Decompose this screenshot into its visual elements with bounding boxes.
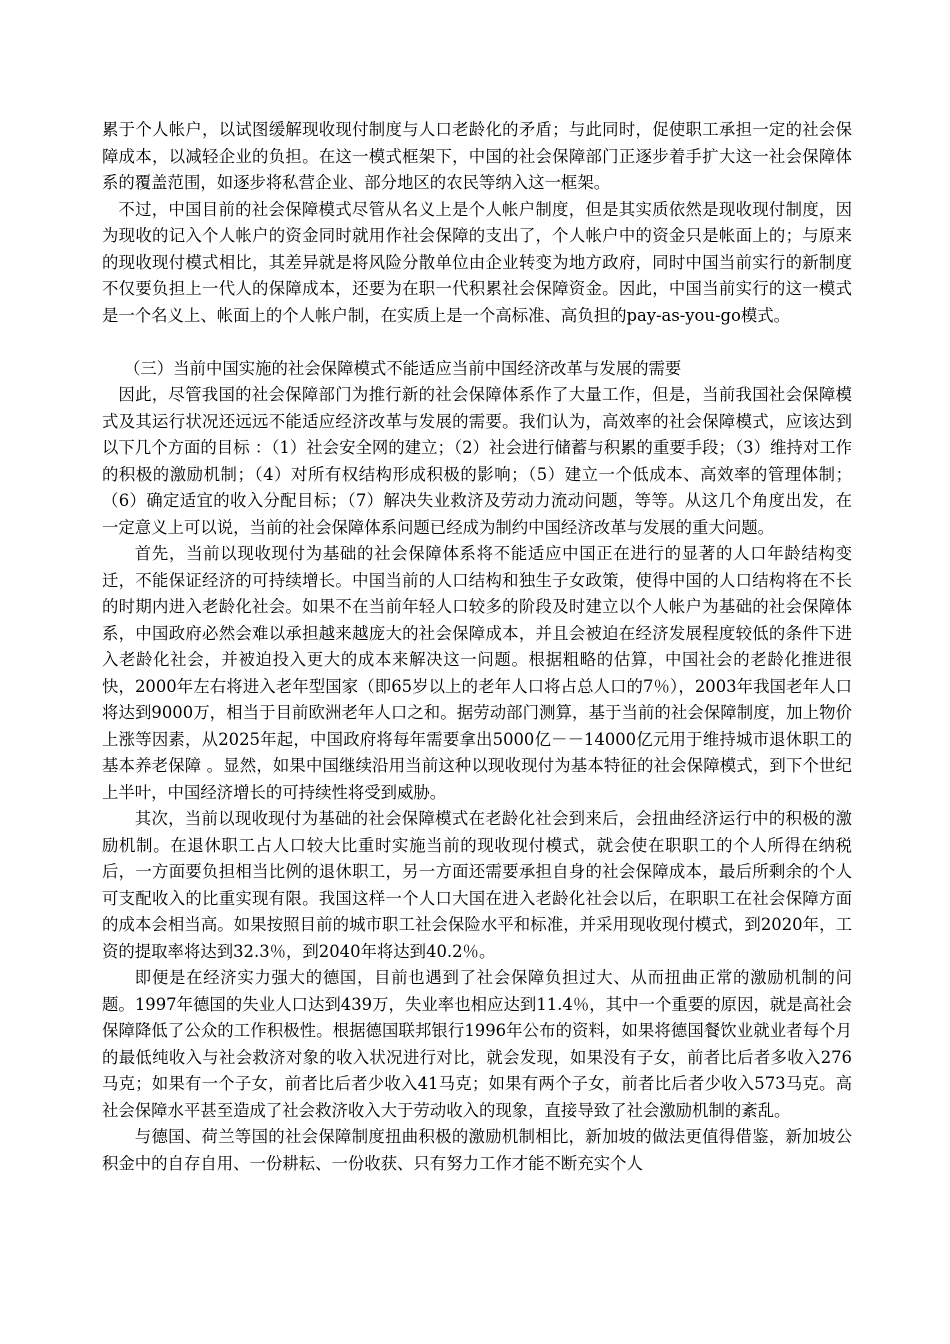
- blank-line: [102, 329, 852, 356]
- paragraph-second: 其次，当前以现收现付为基础的社会保障模式在老龄化社会到来后，会扭曲经济运行中的积极的激励机制。在退休职工占人口较大比重时实施当前的现收现付模式，就会使在职职工的个人所得在纳税后，一方面要负担相当比例的退休职工，另一方面还需要承担自身的社会保障成本，最后所剩余的个人可支配收入的比重实现有限。我国这样一个人口大国在进入老龄化社会以后，在职职工在社会保障方面的成本会相当高。如果按照目前的城市职工社会保险水平和标准，并采用现收现付模式，到2020年，工资的提取率将达到32.3％，到2040年将达到40.2％。: [102, 809, 852, 961]
- paragraph-germany: 即便是在经济实力强大的德国，目前也遇到了社会保障负担过大、从而扭曲正常的激励机制的问题。1997年德国的失业人口达到439万，失业率也相应达到11.4％，其中一个重要的原因，就是高社会保障降低了公众的工作积极性。根据德国联邦银行1996年公布的资料，如果将德国餐饮业就业者每个月的最低纯收入与社会救济对象的收入状况进行对比，就会发现，如果没有子女，前者比后者多收入276马克；如果有一个子女，前者比后者少收入41马克；如果有两个子女，前者比后者少收入573马克。高社会保障水平甚至造成了社会救济收入大于劳动收入的现象，直接导致了社会激励机制的紊乱。: [102, 968, 852, 1120]
- paragraph-nominal-account: 不过，中国目前的社会保障模式尽管从名义上是个人帐户制度，但是其实质依然是现收现付制度，因为现收的记入个人帐户的资金同时就用作社会保障的支出了，个人帐户中的资金只是帐面上的；与原来的现收现付模式相比，其差异就是将风险分散单位由企业转变为地方政府，同时中国当前实行的新制度不仅要负担上一代人的保障成本，还要为在职一代积累社会保障资金。因此，中国当前实行的这一模式是一个名义上、帐面上的个人帐户制，在实质上是一个高标准、高负担的pay-as-you-go模式。: [102, 199, 852, 325]
- paragraph-first: 首先，当前以现收现付为基础的社会保障体系将不能适应中国正在进行的显著的人口年龄结构变迁，不能保证经济的可持续增长。中国当前的人口结构和独生子女政策，使得中国的人口结构将在不长的时期内进入老龄化社会。如果不在当前年轻人口较多的阶段及时建立以个人帐户为基础的社会保障体系，中国政府必然会难以承担越来越庞大的社会保障成本，并且会被迫在经济发展程度较低的条件下进入老龄化社会，并被迫投入更大的成本来解决这一问题。根据粗略的估算，中国社会的老龄化推进很快，2000年左右将进入老年型国家（即65岁以上的老年人口将占总人口的7％），2003年我国老年人口将达到9000万，相当于目前欧洲老年人口之和。据劳动部门测算，基于当前的社会保障制度，加上物价上涨等因素，从2025年起，中国政府将每年需要拿出5000亿－－14000亿元用于维持城市退休职工的基本养老保障 。显然，如果中国继续沿用当前这种以现收现付为基本特征的社会保障模式，到下个世纪上半叶，中国经济增长的可持续性将受到威胁。: [102, 544, 852, 802]
- paragraph-continued: 累于个人帐户，以试图缓解现收现付制度与人口老龄化的矛盾；与此同时，促使职工承担一定的社会保障成本，以减轻企业的负担。在这一模式框架下，中国的社会保障部门正逐步着手扩大这一社会保障体系的覆盖范围，如逐步将私营企业、部分地区的农民等纳入这一框架。: [102, 120, 852, 192]
- paragraph-singapore: 与德国、荷兰等国的社会保障制度扭曲积极的激励机制相比，新加坡的做法更值得借鉴，新加坡公积金中的自存自用、一份耕耘、一份收获、只有努力工作才能不断充实个人: [102, 1127, 852, 1173]
- document-page: [102, 117, 852, 1177]
- paragraph-goals: 因此，尽管我国的社会保障部门为推行新的社会保障体系作了大量工作，但是，当前我国社会保障模式及其运行状况还远远不能适应经济改革与发展的需要。我们认为，高效率的社会保障模式，应该达到以下几个方面的目标 ：（1）社会安全网的建立；（2）社会进行储蓄与积累的重要手段；（3）维持对工作的积极的激励机制；（4）对所有权结构形成积极的影响；（5）建立一个低成本、高效率的管理体制；（6）确定适宜的收入分配目标；（7）解决失业救济及劳动力流动问题，等等。从这几个角度出发，在一定意义上可以说，当前的社会保障体系问题已经成为制约中国经济改革与发展的重大问题。: [102, 385, 852, 537]
- section-heading: （三）当前中国实施的社会保障模式不能适应当前中国经济改革与发展的需要: [124, 358, 682, 378]
